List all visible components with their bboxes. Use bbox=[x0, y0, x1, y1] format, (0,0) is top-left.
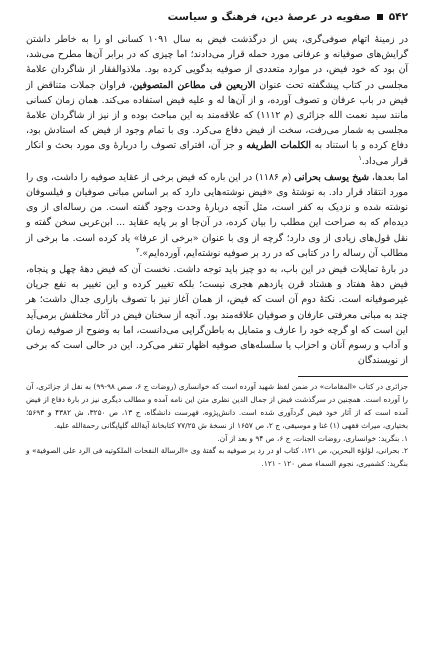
bold-term: شیخ یوسف بحرانی bbox=[294, 171, 369, 183]
footnote: ۲. بحرانی، لؤلؤة البحرین، ص ۱۲۱، کتاب او در رد بر صوفیه به گفتهٔ وی «الرسالة النفحات الملکوتیه فی الرد علی الصوفیة» و بنگرید: کشمیری، نجوم السماء صص ۱۲۰ - ۱۲۱. bbox=[26, 446, 408, 469]
paragraph bbox=[26, 32, 408, 169]
text-run: در بارهٔ تمایلات فیض در این باب، به دو چیز باید توجه داشت. نخست آن که فیض دههٔ چهل و پنجاه، فیض دههٔ هفتاد و هشتاد قرن یازدهم هجری نیست؛ بلکه تغییر کرده و این تغییر به نفع جریان غیرصوفیانه است. نکتهٔ دوم آن است که فیض، از همان آغاز نیز با تصوف بازاری جدال داشت؛ هر چند به مبانی معرفتی عارفان و صوفیان علاقه‌مند بود. آنچه از سخنان فیض در آثار مختلفش برمی‌آید این است که او گرچه خود را عارف و متمایل به باطن‌گرایی می‌دانست، اما به وضوح از صوفیه زمان و آداب و رسوم آنان و احزاب یا سلسله‌های صوفیه اظهار تنفر می‌کرد. این در حالی است که برخی از نویسندگان bbox=[26, 264, 408, 367]
bold-term: الکلمات الطریفه bbox=[246, 140, 312, 152]
footnote-divider bbox=[298, 376, 408, 377]
footnote: جزائری در کتاب «المقامات» در ضمن لفظ شهید آورده است که خوانساری (روضات ج ۶، صص ۹۸-۹۹) به نقل از جزائری، آن را آورده است. همچنین در سرگذشت فیض از جمال الدین نظری متن این نامه آمده و مطالب دیگری نیز در بارهٔ دفاع از فیض آمده است که از آثار خود فیض گردآوری شده است. دانش‌پژوه، فهرست دانشگاه، ج ۱۳، ص ۳۲۵۰، ش ۴۳۸۲ و ۵۶۹۳؛ بختیاری، میراث فقهی (۱) غنا و موسیقی، ج ۲، ص ۱۶۵۷ از نسخهٔ ش ۷۷/۲۵ کتابخانهٔ آیةالله گلپایگانی رحمةالله علیه. bbox=[26, 382, 409, 430]
page-number: ۵۴۲ bbox=[388, 11, 408, 23]
body-text bbox=[26, 32, 408, 368]
text-run: (م ۱۱۸۶) در این باره که فیض برخی از عقاید صوفیه را داشت، وی را مورد انتقاد قرار داد. به نوشتهٔ وی «فیض نوشته‌هایی دارد که بر اساس مبانی صوفیان و فیلسوفان نوشته شده و نزدیک به کفر است، مثل آنچه دربارهٔ وحدت وجود گفته است. من رساله‌ای از وی دیده‌ام که به صراحت این مطلب را بیان کرده، در آن‌جا او بر پایه عقاید ... ابن‌عربی سخن گفته و نقل قول‌های زیادی از وی دارد؛ گرچه از وی با عنوان «برخی از عرفا» یاد کرده است. ما برخی از مطالب آن رساله را در کتابی که در رد بر صوفیه نوشته‌ایم، آورده‌ایم». bbox=[26, 171, 408, 259]
footnote: ۱. بنگرید: خوانساری، روضات الجنات، ج ۶، ص ۹۴ و بعد از آن. bbox=[217, 433, 408, 443]
page-header bbox=[26, 8, 408, 26]
bold-term: الاربعین فی مطاعن المتصوفین bbox=[132, 79, 256, 91]
paragraph bbox=[26, 262, 408, 368]
text-run: و جز آن، افترای تصوف را دربارهٔ وی مورد بحث و انکار قرار می‌داد. bbox=[26, 140, 408, 167]
footnotes bbox=[26, 381, 408, 471]
footnote-ref: ۱ bbox=[358, 153, 362, 162]
text-run: اما بعدها، bbox=[368, 171, 409, 183]
text-run: در زمینهٔ اتهام صوفی‌گری، پس از درگذشت فیض به سال ۱۰۹۱ کسانی او را به خاطر داشتن گرایش‌های صوفیانه و عرفانی مورد حمله قرار می‌دادند؛ اما چیزی که در برابر آن‌ها مطرح می‌شد، آن بود که خود فیض، در موارد متعددی از صوفیه بدگویی کرده بود. ملاذوالفقار از شاگردان علامهٔ مجلسی در کتاب پیشگفته تحت عنوان bbox=[26, 34, 408, 91]
running-title: صفویه در عرصهٔ دین، فرهنگ و سیاست bbox=[167, 11, 371, 23]
paragraph bbox=[26, 170, 408, 261]
text-run: ، فراوان جملات متناقض از فیض در باب عرفان و تصوف آورده، و از آن‌ها له و علیه فیض استفاده می‌کند. همان زمان کسانی مانند سید نعمت الله جزائری (م ۱۱۱۲) که علاقه‌مند به این مباحث بوده و از نیز از شاگردان علامهٔ مجلسی به شمار می‌رفت، سخت از فیض دفاع می‌کرد. وی با تمام وجود از فیض که استادش بود، دفاع کرده و با استناد به bbox=[26, 79, 409, 152]
footnote-ref: ۲ bbox=[135, 245, 140, 254]
header-bullet-icon bbox=[377, 14, 383, 20]
